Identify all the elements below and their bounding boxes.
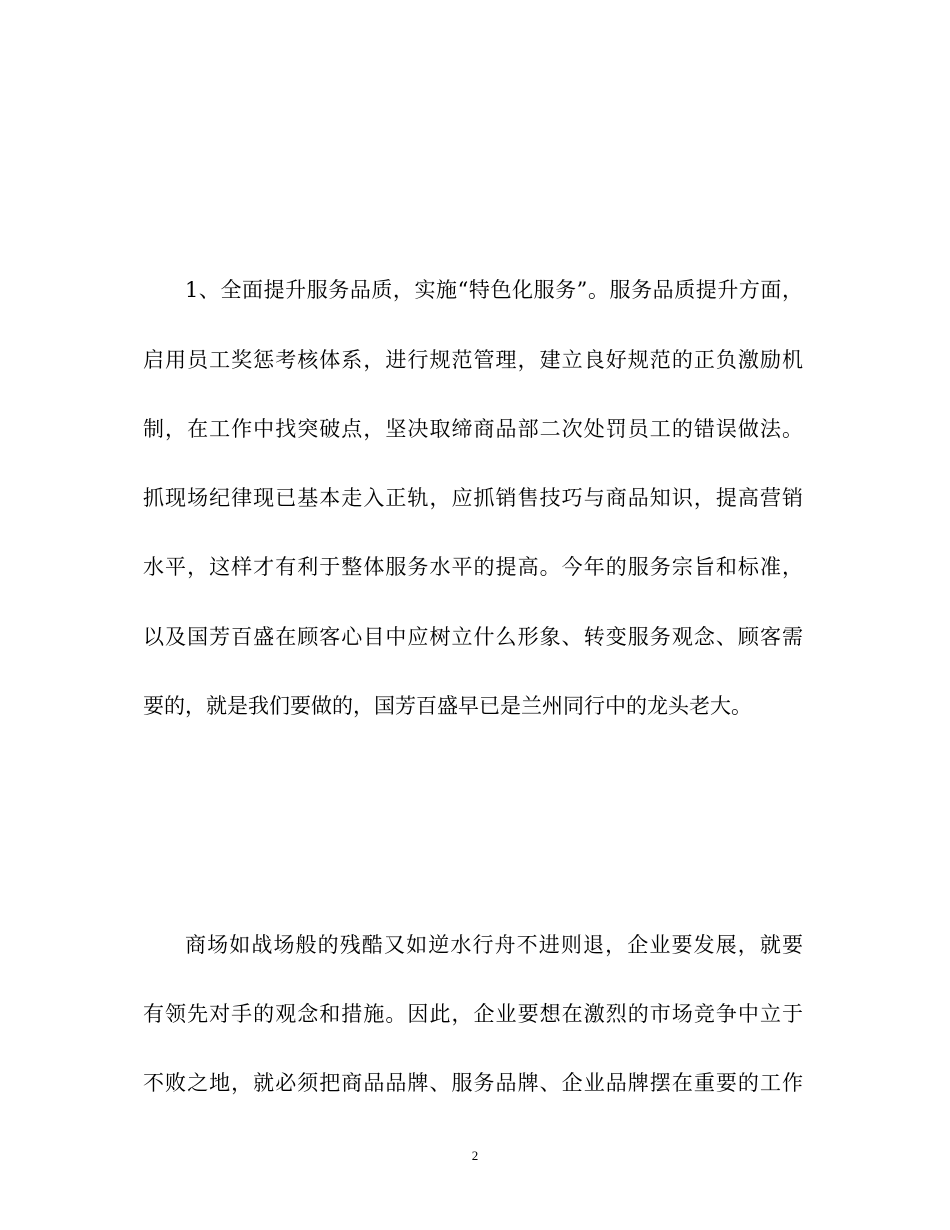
paragraph-2-line-1: 商场如战场般的残酷又如逆水行舟不进则退，企业要发展，就要	[185, 933, 803, 957]
paragraph-1-line-4: 抓现场纪律现已基本走入正轨，应抓销售技巧与商品知识，提高营销	[143, 486, 803, 510]
paragraph-1-line-5: 水平，这样才有利于整体服务水平的提高。今年的服务宗旨和标准，	[143, 555, 803, 579]
paragraph-1-line-6: 以及国芳百盛在顾客心目中应树立什么形象、转变服务观念、顾客需	[143, 625, 803, 649]
paragraph-1-line-7: 要的，就是我们要做的，国芳百盛早已是兰州同行中的龙头老大。	[143, 694, 752, 718]
paragraph-1-line-3: 制，在工作中找突破点，坚决取缔商品部二次处罚员工的错误做法。	[143, 417, 803, 441]
paragraph-2-line-2: 有领先对手的观念和措施。因此，企业要想在激烈的市场竞争中立于	[143, 1002, 803, 1026]
paragraph-1-line-1: 1、全面提升服务品质，实施“特色化服务”。服务品质提升方面，	[185, 278, 803, 302]
paragraph-1-line-2: 启用员工奖惩考核体系，进行规范管理，建立良好规范的正负激励机	[143, 348, 803, 372]
page-number: 2	[471, 1148, 479, 1163]
paragraph-2-line-3: 不败之地，就必须把商品品牌、服务品牌、企业品牌摆在重要的工作	[143, 1071, 803, 1095]
